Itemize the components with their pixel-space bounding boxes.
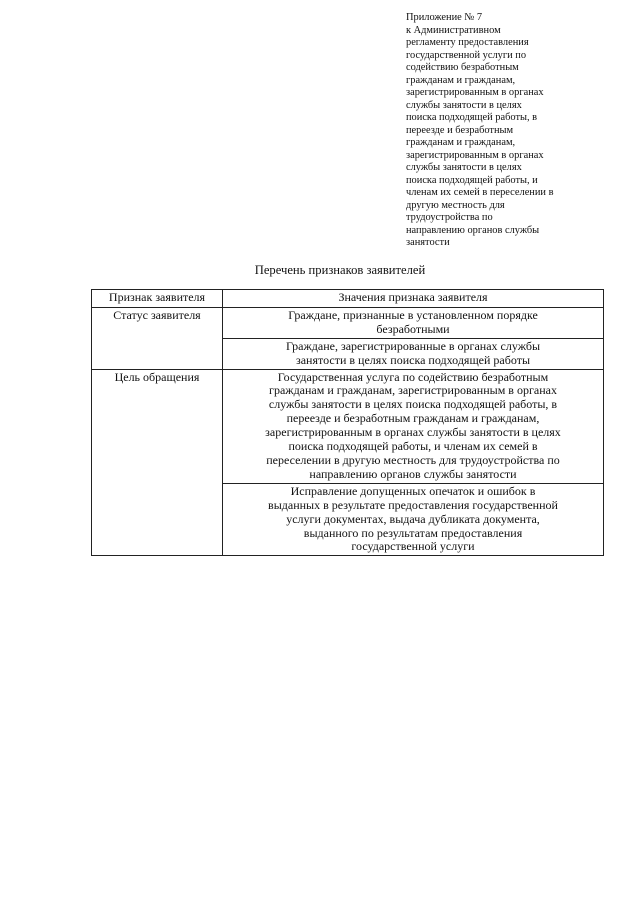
appendix-line: службы занятости в целях (406, 162, 522, 173)
value-cell: Исправление допущенных опечаток и ошибок в выданных в результате предоставления государственной услуги документах, выдача дубликата документа, выданного по результатам предоставления государственной услуги (223, 483, 604, 556)
value-cell: Граждане, признанные в установленном порядке безработными (223, 307, 604, 338)
sign-purpose-continuation (92, 483, 223, 556)
appendix-line: поиска подходящей работы, и (406, 174, 538, 186)
appendix-line: Приложение № 7 (406, 12, 483, 23)
appendix-line: гражданам и гражданам, (406, 137, 516, 148)
table-row (92, 307, 604, 338)
appendix-line: направлению органов службы (406, 224, 540, 236)
header-sign: Признак заявителя (92, 290, 223, 308)
document-title: Перечень признаков заявителей (254, 263, 426, 277)
table-row (92, 338, 604, 369)
appendix-header (406, 12, 628, 250)
appendix-line: членам их семей в переселении в (406, 187, 554, 198)
appendix-line: поиска подходящей работы, в (406, 112, 538, 123)
appendix-line: содействию безработным (406, 62, 519, 73)
appendix-line: гражданам и гражданам, (406, 74, 516, 86)
appendix-line: переезде и безработным (406, 124, 514, 136)
appendix-line: занятости (406, 237, 450, 248)
appendix-line: зарегистрированным в органах (406, 87, 544, 98)
table-row (92, 369, 604, 483)
appendix-line: к Административном (406, 24, 501, 36)
appendix-line: регламенту предоставления (406, 37, 529, 48)
appendix-line: государственной услуги по (406, 49, 527, 61)
table-header-row (92, 290, 604, 308)
sign-status-continuation (92, 338, 223, 369)
value-cell: Государственная услуга по содействию безработным гражданам и гражданам, зарегистрированным в органах службы занятости в целях поиска подходящей работы, в переезде и безработным гражданам и гражданам, зарегистрированным в органах службы занятости в целях поиска подходящей работы, и членам их семей в переселении в другую местность для трудоустройства по направлению органов службы занятости (223, 369, 604, 483)
table-row (92, 483, 604, 556)
sign-status-label: Статус заявителя (92, 307, 223, 338)
header-values: Значения признака заявителя (223, 290, 604, 308)
appendix-line: службы занятости в целях (406, 99, 522, 111)
appendix-line: зарегистрированным в органах (406, 149, 544, 161)
applicant-signs-table (91, 289, 604, 556)
appendix-line: другую местность для (406, 199, 505, 211)
appendix-line: трудоустройства по (406, 212, 493, 223)
value-cell: Граждане, зарегистрированные в органах службы занятости в целях поиска подходящей работы (223, 338, 604, 369)
sign-purpose-label: Цель обращения (92, 369, 223, 483)
